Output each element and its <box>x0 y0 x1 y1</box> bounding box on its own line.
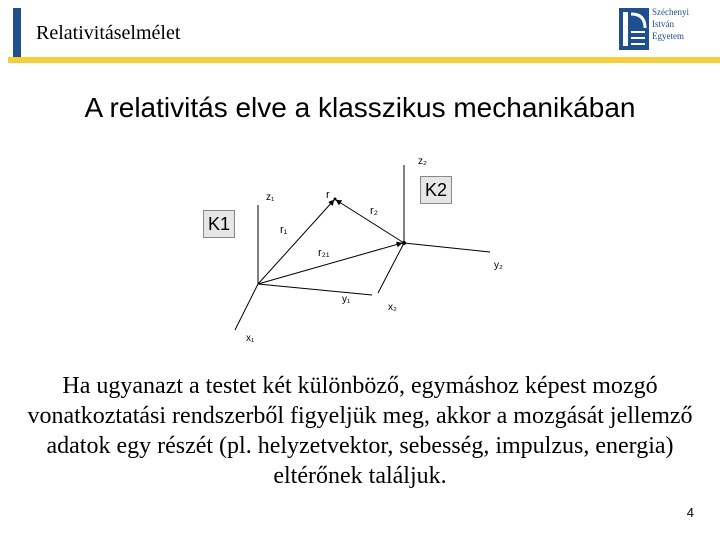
logo-text-line3: Egyetem <box>652 31 684 41</box>
logo-text-line1: Széchenyi <box>652 7 689 17</box>
slide-title: A relativitás elve a klasszikus mechanikában <box>84 92 636 123</box>
r-label: r <box>326 189 330 201</box>
logo-text-line2: István <box>652 19 674 29</box>
x2-label: x₂ <box>388 302 397 313</box>
frame-k2-box <box>420 176 452 204</box>
y1-label: y₁ <box>342 294 351 305</box>
y2-label: y₂ <box>494 260 503 271</box>
r21-vector <box>258 243 402 284</box>
r1-label: r₁ <box>280 224 288 236</box>
r2-label: r₂ <box>370 205 378 217</box>
r1-vector <box>258 200 334 284</box>
y2-axis <box>404 243 490 252</box>
page-number: 4 <box>686 505 694 520</box>
z1-label: z₁ <box>266 192 275 203</box>
x1-label: x₁ <box>246 333 255 344</box>
r21-label: r₂₁ <box>318 247 330 259</box>
frame-k2-label: K2 <box>425 180 448 200</box>
header-title: Relativitáselmélet <box>36 22 181 44</box>
z2-label: z₂ <box>418 156 427 167</box>
y1-axis <box>258 284 372 295</box>
frame-k1-box <box>203 210 235 238</box>
body-text: Ha ugyanazt a testet két különböző, egymáshoz képest mozgó vonatkoztatási rendszerből figyeljük meg, akkor a mozgását jellemző adatok egy részét (pl. helyzetvektor, sebesség, impulzus, energia) eltérőnek találjuk. <box>27 373 693 489</box>
x1-axis <box>235 284 258 330</box>
frame-k1-label: K1 <box>208 214 231 234</box>
body-point <box>334 198 337 201</box>
x2-axis <box>378 243 404 293</box>
k2-origin <box>402 241 406 245</box>
